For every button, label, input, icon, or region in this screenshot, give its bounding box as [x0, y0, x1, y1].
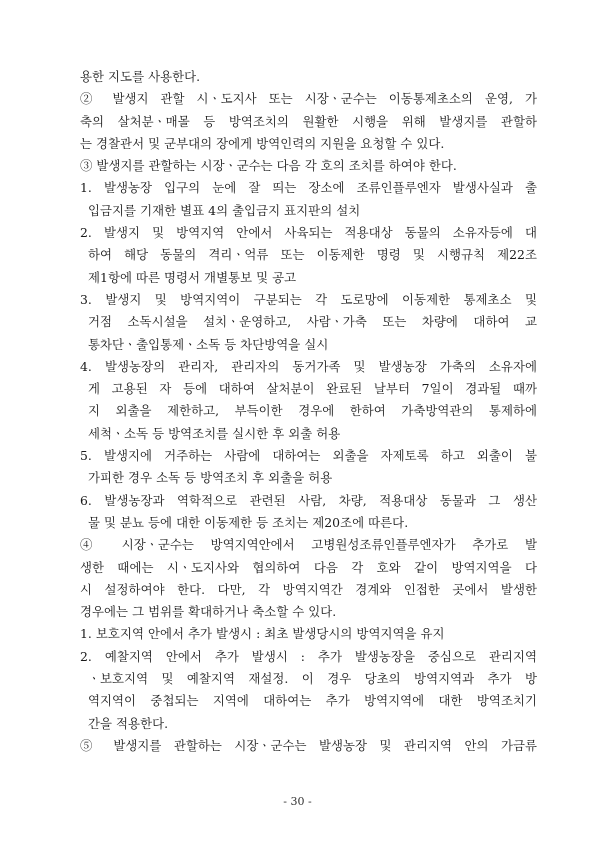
text-line: 3. 발생지 및 방역지역이 구분되는 각 도로망에 이동제한 통제초소 및	[80, 291, 537, 307]
text-line: 역지역이 중첩되는 지역에 대하여는 추가 방역지역에 대한 방역조치기	[88, 693, 537, 709]
text-line: 1. 발생농장 입구의 눈에 잘 띄는 장소에 조류인플루엔자 발생사실과 출	[80, 180, 537, 196]
text-line: 2. 예찰지역 안에서 추가 발생시 : 추가 발생농장을 중심으로 관리지역	[80, 648, 537, 664]
text-line: 경우에는 그 범위를 확대하거나 축소할 수 있다.	[80, 604, 337, 620]
text-line: 하여 해당 동물의 격리ㆍ억류 또는 이동제한 명령 및 시행규칙 제22조	[88, 247, 537, 263]
text-line: ⑤ 발생지를 관할하는 시장ㆍ군수는 발생농장 및 관리지역 안의 가금류	[80, 737, 537, 753]
text-line: 세척ㆍ소독 등 방역조치를 실시한 후 외출 허용	[88, 425, 341, 441]
text-line: 4. 발생농장의 관리자, 관리자의 동거가족 및 발생농장 가축의 소유자에	[80, 358, 537, 374]
text-line: ④ 시장ㆍ군수는 방역지역안에서 고병원성조류인플루엔자가 추가로 발	[80, 537, 537, 553]
text-line: 지 외출을 제한하고, 부득이한 경우에 한하여 가축방역관의 통제하에	[88, 403, 537, 419]
text-line: 6. 발생농장과 역학적으로 관련된 사람, 차량, 적용대상 동물과 그 생산	[80, 492, 537, 508]
text-line: 는 경찰관서 및 군부대의 장에게 방역인력의 지원을 요청할 수 있다.	[80, 135, 445, 151]
text-line: 간을 적용한다.	[88, 715, 169, 731]
text-line: 물 및 분뇨 등에 대한 이동제한 등 조치는 제20조에 따른다.	[88, 514, 409, 530]
text-line: 1. 보호지역 안에서 추가 발생시 : 최초 발생당시의 방역지역을 유지	[80, 626, 445, 642]
text-line: ㆍ보호지역 및 예찰지역 재설정. 이 경우 당초의 방역지역과 추가 방	[88, 671, 537, 687]
document-body	[80, 66, 537, 757]
text-line: 시 설정하여야 한다. 다만, 각 방역지역간 경계와 인접한 곳에서 발생한	[80, 581, 537, 597]
text-line: ② 발생지 관할 시ㆍ도지사 또는 시장ㆍ군수는 이동통제초소의 운영, 가	[80, 91, 537, 107]
text-line: 축의 살처분ㆍ매몰 등 방역조치의 원활한 시행을 위해 발생지를 관할하	[80, 113, 537, 129]
text-line: 2. 발생지 및 방역지역 안에서 사육되는 적용대상 동물의 소유자등에 대	[80, 225, 537, 241]
text-line: 제1항에 따른 명령서 개별통보 및 공고	[88, 269, 297, 285]
text-line: 가피한 경우 소독 등 방역조치 후 외출을 허용	[88, 470, 333, 486]
page-number: - 30 -	[283, 795, 312, 808]
text-line: 거점 소독시설을 설치ㆍ운영하고, 사람ㆍ가축 또는 차량에 대하여 교	[88, 314, 537, 330]
text-line: 통차단ㆍ출입통제ㆍ소독 등 차단방역을 실시	[88, 336, 329, 352]
text-line: ③ 발생지를 관할하는 시장ㆍ군수는 다음 각 호의 조치를 하여야 한다.	[80, 158, 457, 174]
text-line: 5. 발생지에 거주하는 사람에 대하여는 외출을 자제토록 하고 외출이 불	[80, 448, 537, 464]
text-line: 입금지를 기재한 별표 4의 출입금지 표지판의 설치	[88, 202, 361, 218]
text-line: 게 고용된 자 등에 대하여 살처분이 완료된 날부터 7일이 경과될 때까	[88, 381, 537, 397]
text-line: 용한 지도를 사용한다.	[80, 69, 201, 84]
text-line: 생한 때에는 시ㆍ도지사와 협의하여 다음 각 호와 같이 방역지역을 다	[80, 559, 537, 575]
